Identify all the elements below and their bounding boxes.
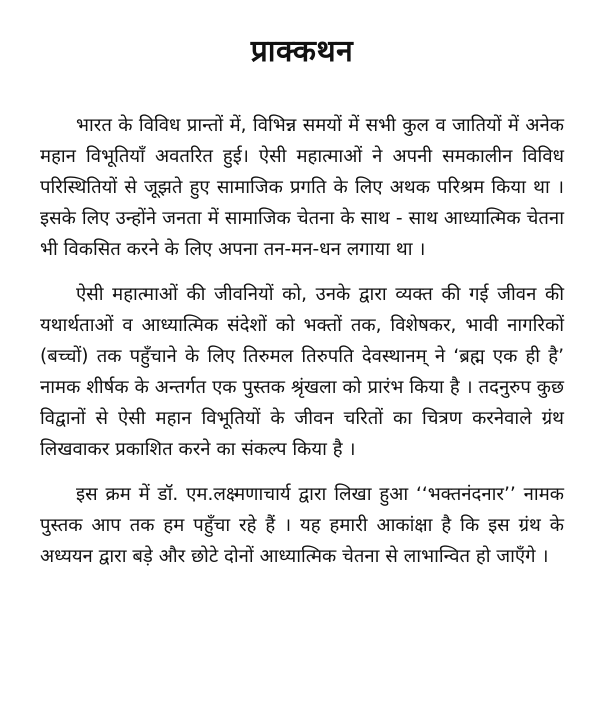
paragraph-3: इस क्रम में डॉ. एम.लक्ष्मणाचार्य द्वारा लिखा हुआ ‘‘भक्तनंदनार’’ नामक पुस्तक आप तक हम पहुँचा रहे हैं । यह हमारी आकांक्षा है कि इस ग्रंथ के अध्ययन द्वारा बड़े और छोटे दोनों आध्यात्मिक चेतना से लाभान्वित हो जाएँगे ।	[40, 484, 564, 567]
paragraph-1: भारत के विविध प्रान्तों में, विभिन्न समयों में सभी कुल व जातियों में अनेक महान विभूतियाँ अवतरित हुई। ऐसी महात्माओं ने अपनी समकालीन विविध परिस्थितियों से जूझते हुए सामाजिक प्रगति के लिए अथक परिश्रम किया था । इसके लिए उन्होंने जनता में सामाजिक चेतना के साथ - साथ आध्यात्मिक चेतना भी विकसित करने के लिए अपना तन-मन-धन लगाया था ।	[40, 115, 564, 260]
body-text	[40, 110, 564, 572]
paragraph-2: ऐसी महात्माओं की जीवनियों को, उनके द्वारा व्यक्त की गई जीवन की यथार्थताओं व आध्यात्मिक संदेशों को भक्तों तक, विशेषकर, भावी नागरिकों (बच्चों) तक पहुँचाने के लिए तिरुमल तिरुपति देवस्थानम् ने ‘ब्रह्म एक ही है’ नामक शीर्षक के अन्तर्गत एक पुस्तक श्रृंखला को प्रारंभ किया है । तदनुरुप कुछ विद्वानों से ऐसी महान विभूतियों के जीवन चरितों का चित्रण करनेवाले ग्रंथ लिखवाकर प्रकाशित करने का संकल्प किया है ।	[40, 284, 564, 460]
page-title: प्राक्कथन	[250, 34, 354, 69]
